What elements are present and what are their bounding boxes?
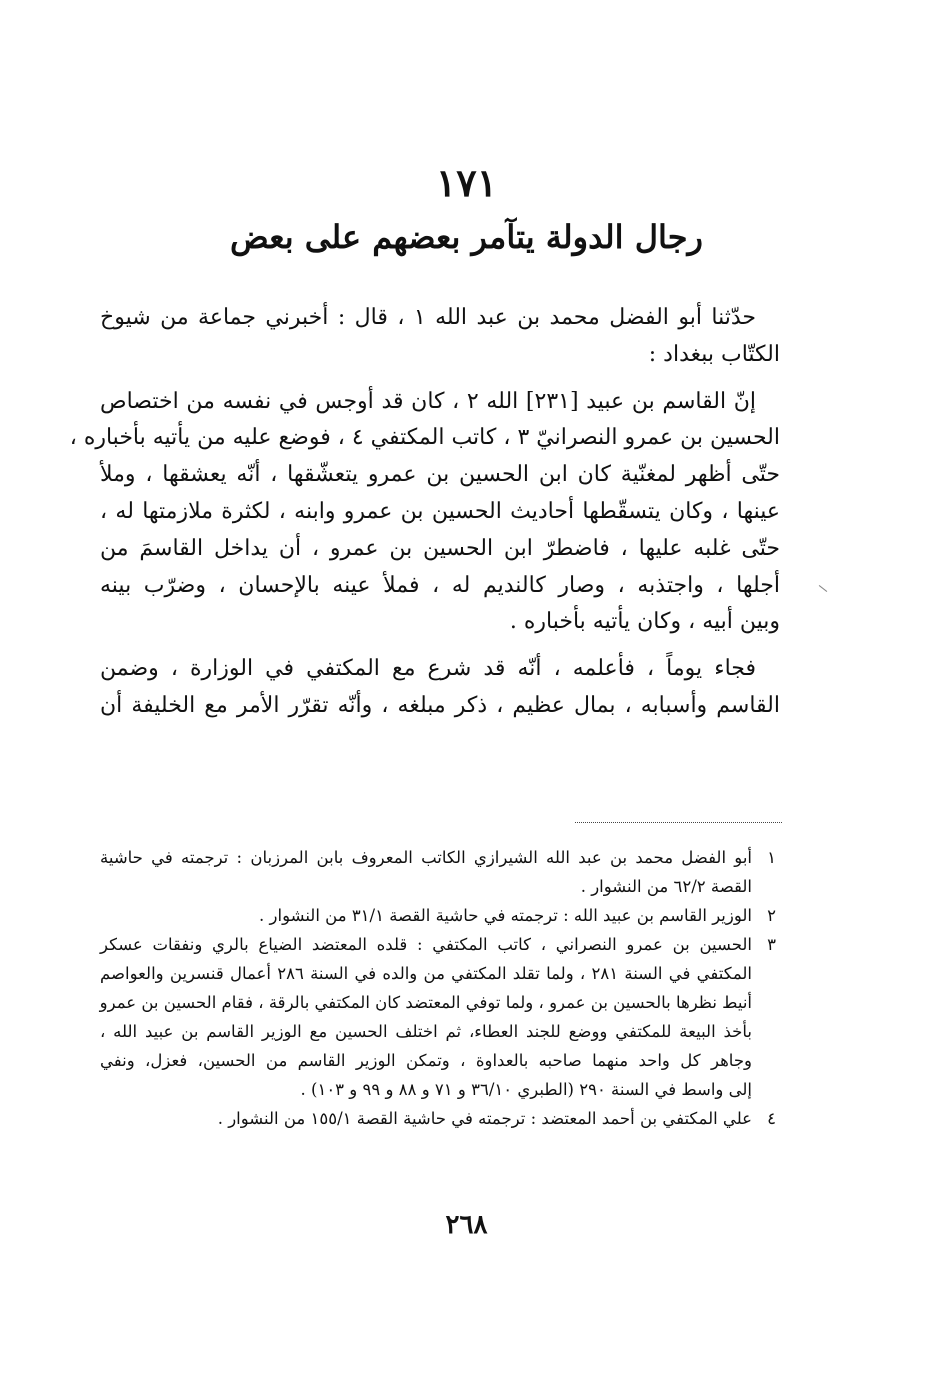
margin-mark: [819, 585, 827, 592]
text-line: حتّى غلبه عليها ، فاضطرّ ابن الحسين بن عمرو ، أن يداخل القاسمَ من: [100, 535, 780, 561]
text-line: الحسين بن عمرو النصرانيّ ٣ ، كاتب المكتفي ٤ ، فوضع عليه من يأتيه بأخباره ،: [69, 425, 780, 451]
footnote-line: أنيط نظرها بالحسين بن عمرو ، ولما توفي المعتضد كان المكتفي بالرقة ، فقام الحسين بن عمرو: [99, 993, 752, 1012]
text-line: حدّثنا أبو الفضل محمد بن عبد الله ١ ، قال : أخبرني جماعة من شيوخ: [100, 305, 756, 330]
text-line: القاسم وأسبابه ، بمال عظيم ، ذكر مبلغه ، وأنّه تقرّر الأمر مع الخليفة أن: [100, 692, 780, 718]
footnote-number: ٢: [767, 906, 776, 925]
footnote-line: وجاهر كل واحد منهما صاحبه بالعداوة ، وتمكن الوزير القاسم من الحسين، فعزل، ونفي: [100, 1051, 752, 1070]
footnote-2: [100, 901, 780, 930]
footnote-line: أبو الفضل محمد بن عبد الله الشيرازي الكاتب المعروف بابن المرزبان : ترجمته في حاشية: [100, 848, 752, 867]
text-line: الكتّاب ببغداد :: [648, 341, 780, 367]
footnote-3: [100, 930, 780, 1104]
footnote-line: بأخذ البيعة للمكتفي ووضع للجند العطاء، ثم اختلف الحسين مع الوزير القاسم بن عبيد الله ،: [100, 1022, 752, 1041]
footnote-number: ٤: [767, 1109, 776, 1128]
footnote-line: إلى واسط في السنة ٢٩٠ (الطبري ٣٦/١٠ و ٧١ و ٨٨ و ٩٩ و ١٠٣) .: [300, 1080, 752, 1099]
footnote-number: ٣: [767, 935, 776, 954]
body-text: [69, 300, 780, 735]
footnote-1: [100, 843, 780, 901]
story-number: ١٧١: [435, 160, 498, 205]
footnote-line: المكتفي في السنة ٢٨١ ، ولما تقلد المكتفي من والده في السنة ٢٨٦ أعمال قنسرين والعواصم: [100, 964, 752, 983]
story-title: رجال الدولة يتآمر بعضهم على بعض: [230, 218, 703, 256]
footnote-number: ١: [767, 848, 776, 867]
text-line: حتّى أظهر لمغنّية كان ابن الحسين بن عمرو يتعشّقها ، أنّه يعشقها ، وملأ: [100, 462, 780, 488]
footnotes: [100, 843, 780, 1133]
footnote-4: [100, 1104, 780, 1133]
paragraph-1: [100, 300, 780, 374]
paragraph-3: [100, 651, 780, 725]
text-line: وبين أبيه ، وكان يأتيه بأخباره .: [509, 609, 780, 635]
footnote-line: علي المكتفي بن أحمد المعتضد : ترجمته في حاشية القصة ١٥٥/١ من النشوار .: [217, 1109, 752, 1128]
text-line: أجلها ، واجتذبه ، وصار كالنديم له ، فملأ عينه بالإحسان ، وضرّب بينه: [100, 572, 780, 598]
footnote-line: القصة ٦٢/٢ من النشوار .: [580, 877, 752, 896]
footnote-line: الحسين بن عمرو النصراني ، كاتب المكتفي : قلده المعتضد الضياع بالري ونفقات عسكر: [100, 935, 752, 954]
text-line: فجاء يوماً ، فأعلمه ، أنّه قد شرع مع المكتفي في الوزارة ، وضمن: [100, 656, 756, 682]
footnote-separator: [575, 822, 782, 823]
text-line: عينها ، وكان يتسقّطها أحاديث الحسين بن عمرو وابنه ، لكثرة ملازمتها له ،: [100, 498, 780, 524]
paragraph-2: [69, 384, 780, 642]
page-number: ٢٦٨: [445, 1210, 488, 1240]
footnote-line: الوزير القاسم بن عبيد الله : ترجمته في حاشية القصة ٣١/١ من النشوار .: [259, 906, 752, 925]
text-line: إنّ القاسم بن عبيد [٢٣١] الله ٢ ، كان قد أوجس في نفسه من اختصاص: [100, 388, 756, 414]
